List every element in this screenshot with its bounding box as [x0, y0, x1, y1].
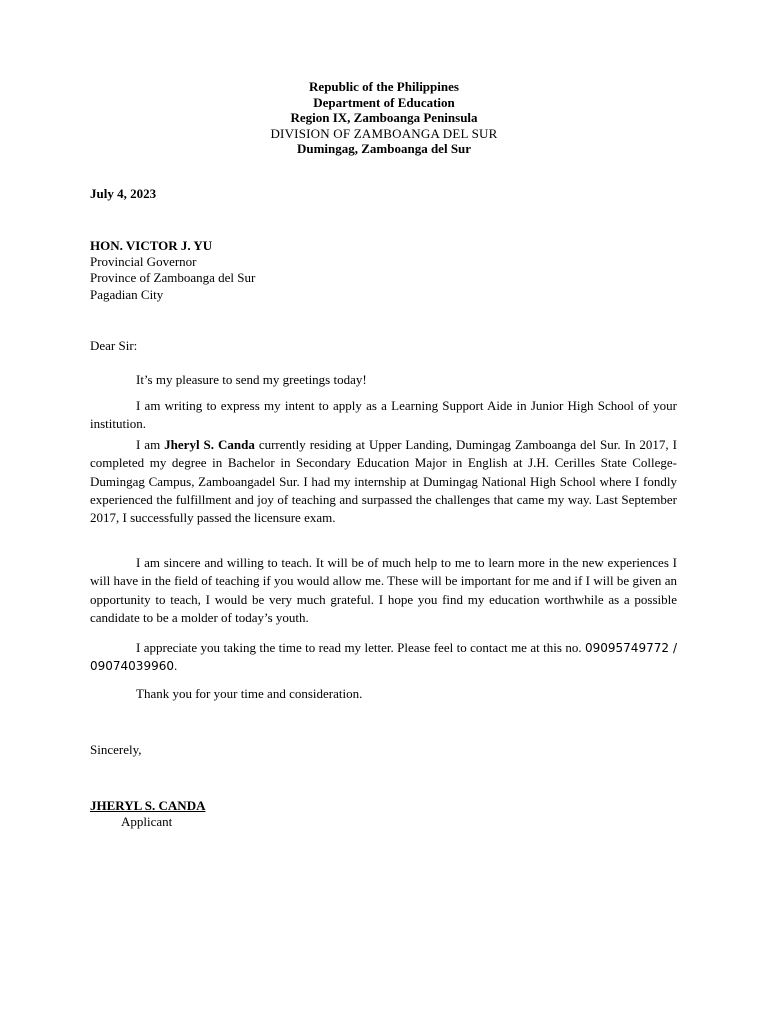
contact-phone-numbers: 09095749772 / 09074039960 [90, 641, 677, 674]
background-details: currently residing at Upper Landing, Dumingag Zamboanga del Sur. In 2017, I completed my degree in Bachelor in Secondary Education Major in English at J.H. Cerilles State College- Dumingag Campus, Zamboangadel Sur. I had my internship at Dumingag National High School where I fondly experienced the fulfillment and joy of teaching and surpassed the challenges that came my way. Last September 2017, I successfully passed the licensure exam. [90, 437, 677, 526]
body-paragraph-background [90, 436, 677, 527]
applicant-name-inline: Jheryl S. Canda [164, 437, 255, 452]
body-paragraph-intent: I am writing to express my intent to apply as a Learning Support Aide in Junior High School of your institution. [90, 398, 677, 432]
body-paragraph-motivation: I am sincere and willing to teach. It will be of much help to me to learn more in the new experiences I will have in the field of teaching if you would allow me. These will be important for me and if I will be given an opportunity to teach, I would be very much grateful. I hope you find my education worthwhile as a possible candidate to be a molder of today’s youth. [90, 555, 677, 625]
body-paragraph-contact [90, 639, 677, 676]
signature-title: Applicant [121, 814, 173, 829]
salutation: Dear Sir: [90, 338, 138, 353]
signature-block [90, 798, 678, 830]
recipient-city: Pagadian City [90, 286, 164, 302]
contact-text: I appreciate you taking the time to read my letter. Please feel to contact me at this no. [136, 640, 582, 655]
recipient-province: Province of Zamboanga del Sur [90, 270, 256, 286]
letterhead-department: Department of Education [313, 94, 455, 110]
letterhead-republic: Republic of the Philippines [309, 79, 459, 94]
recipient-name: HON. VICTOR J. YU [90, 238, 213, 253]
letter-date: July 4, 2023 [90, 186, 157, 201]
background-intro: I am [136, 437, 165, 452]
body-paragraph-greeting: It’s my pleasure to send my greetings today! [136, 372, 367, 387]
signature-name: JHERYL S. CANDA [90, 798, 206, 813]
letterhead [0, 79, 768, 157]
contact-period: . [173, 658, 178, 674]
letterhead-municipality: Dumingag, Zamboanga del Sur [296, 141, 472, 156]
recipient-title: Provincial Governor [90, 254, 197, 270]
recipient-block [90, 238, 678, 303]
letterhead-division: DIVISION OF ZAMBOANGA DEL SUR [270, 125, 498, 141]
body-paragraph-thanks: Thank you for your time and consideration. [136, 686, 363, 701]
letterhead-region: Region IX, Zamboanga Peninsula [290, 110, 478, 125]
closing: Sincerely, [90, 742, 142, 757]
